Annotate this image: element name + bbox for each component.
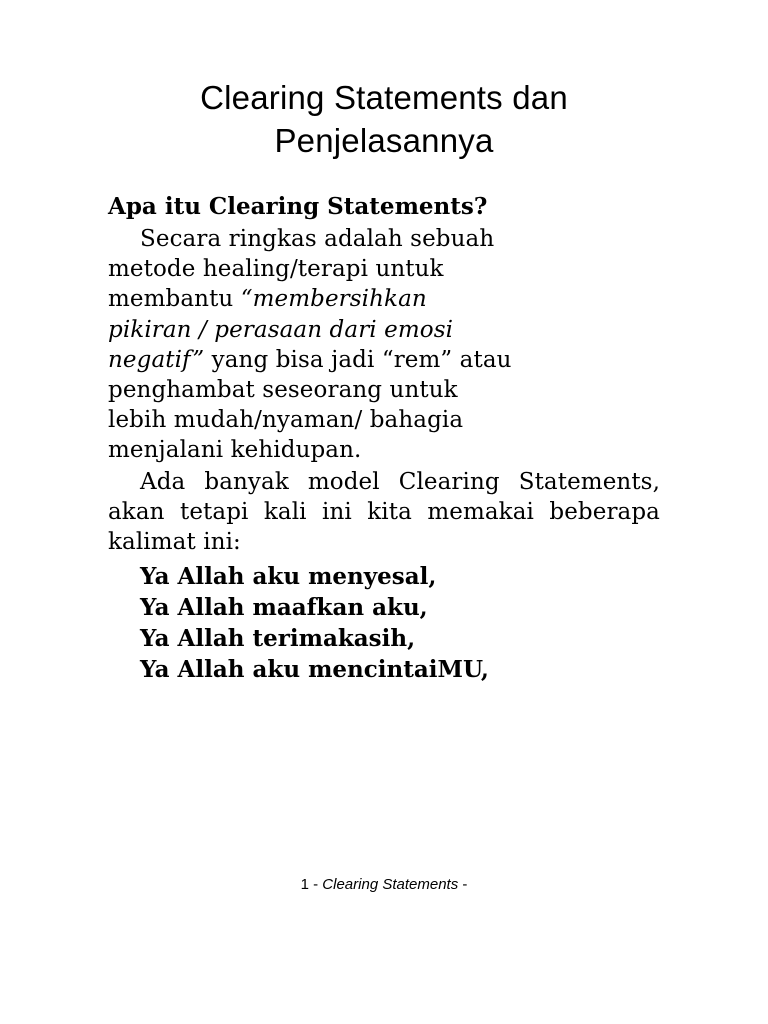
intro-line-7: lebih mudah/nyaman/ bahagia (108, 407, 464, 434)
statement-item: Ya Allah aku menyesal, (140, 563, 437, 591)
statement-item: Ya Allah aku mencintaiMU, (140, 656, 489, 684)
intro-line-1: Secara ringkas adalah sebuah (140, 226, 495, 252)
footer-trailing: - (458, 876, 468, 893)
page-title (60, 76, 708, 162)
models-paragraph: Ada banyak model Clearing Statements, akan tetapi kali ini kita memakai beberapa kalimat ini: (108, 468, 660, 556)
content-section (108, 190, 660, 685)
intro-line-3-prefix: membantu (108, 286, 241, 313)
intro-paragraph (108, 224, 660, 466)
intro-line-2: metode healing/terapi untuk (108, 256, 444, 283)
statement-item: Ya Allah maafkan aku, (140, 594, 428, 622)
statement-item: Ya Allah terimakasih, (140, 625, 416, 653)
footer-title: Clearing Statements (322, 876, 459, 893)
footer-separator: - (308, 876, 323, 893)
section-heading: Apa itu Clearing Statements? (108, 193, 488, 220)
page-title-line-2: Penjelasannya (274, 122, 494, 159)
intro-line-6: penghambat seseorang untuk (108, 377, 458, 404)
page-footer (0, 874, 768, 896)
intro-line-3 (108, 284, 660, 314)
intro-line-5-italic: negatif” (108, 346, 205, 373)
page-title-line-1: Clearing Statements dan (200, 79, 568, 116)
footer-page-number: 1 (300, 876, 309, 893)
intro-line-5 (108, 345, 660, 375)
statements-list (108, 561, 660, 685)
intro-line-8: menjalani kehidupan. (108, 437, 362, 464)
intro-line-3-italic: “membersihkan (240, 286, 427, 313)
intro-line-5-suffix: yang bisa jadi “rem” atau (204, 346, 512, 373)
intro-line-4: pikiran / perasaan dari emosi (108, 316, 454, 343)
